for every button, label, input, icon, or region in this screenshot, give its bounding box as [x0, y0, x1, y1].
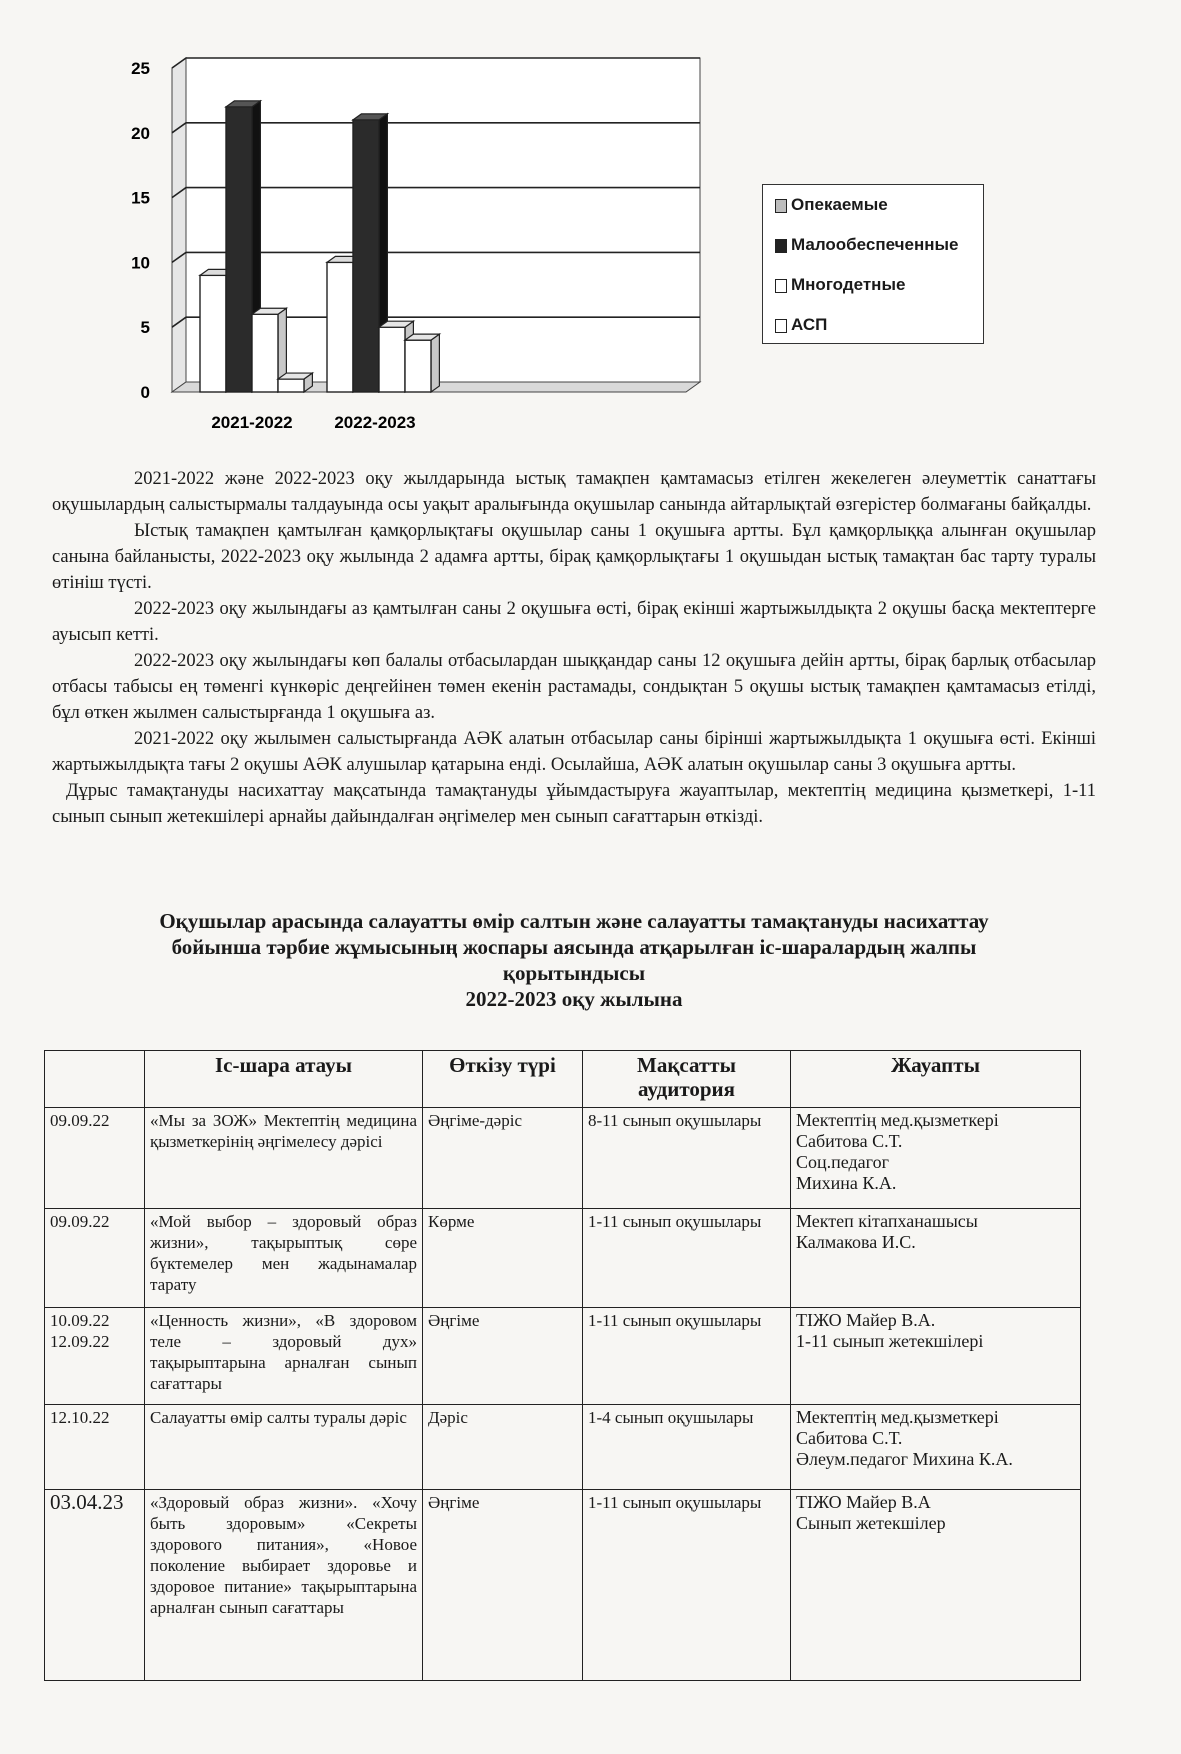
legend-label: Многодетные — [791, 275, 906, 294]
legend-item-opekaemye — [775, 195, 983, 235]
col-header-date — [45, 1051, 145, 1108]
legend-label: Малообеспеченные — [791, 235, 959, 254]
cell-form: Әңгіме — [423, 1490, 583, 1681]
cell-audience: 1-11 сынып оқушылары — [583, 1490, 791, 1681]
cell-responsible: Мектептің мед.қызметкері Сабитова С.Т. Әлеум.педагог Михина К.А. — [791, 1405, 1081, 1490]
plan-title-year: 2022-2023 оқу жылына — [465, 987, 683, 1011]
legend-swatch — [775, 199, 787, 213]
cell-audience: 1-4 сынып оқушылары — [583, 1405, 791, 1490]
col-header-form: Өткізу түрі — [423, 1051, 583, 1108]
col-header-responsible: Жауапты — [791, 1051, 1081, 1108]
table-row — [45, 1108, 1081, 1209]
y-tick-label: 10 — [131, 253, 150, 273]
plan-title — [52, 908, 1096, 1012]
cell-date: 09.09.22 — [45, 1108, 145, 1209]
legend-item-asp — [775, 315, 983, 355]
paragraph-2: Ыстық тамақпен қамтылған қамқорлықтағы оқушылар саны 1 оқушыға артты. Бұл қамқорлыққа алынған оқушылар санына байланысты, 2022-2023 оқу жылында 2 адамға артты, бірақ қамқорлықтағы 1 оқушыдан ыстық тамақтан бас тарту туралы өтініш түсті. — [52, 521, 1096, 593]
y-tick-label: 0 — [140, 383, 150, 402]
chart-x-ticks — [211, 413, 415, 432]
table-row — [45, 1490, 1081, 1681]
table-row — [45, 1405, 1081, 1490]
plan-title-line: бойынша тәрбие жұмысының жоспары аясында атқарылған іс-шаралардың жалпы — [171, 935, 977, 959]
cell-responsible: Мектеп кітапханашысы Калмакова И.С. — [791, 1209, 1081, 1308]
paragraph-3: 2022-2023 оқу жылындағы аз қамтылған саны 2 оқушыға өсті, бірақ екінші жартыжылдықта 2 оқушы басқа мектептерге ауысып кетті. — [52, 599, 1096, 645]
legend-item-maloobespechennye — [775, 235, 983, 275]
cell-date: 09.09.22 — [45, 1209, 145, 1308]
col-header-event-name: Іс-шара атауы — [145, 1051, 423, 1108]
bar-2021-2022-3 — [252, 314, 278, 392]
bar-2022-2023-4-side — [431, 334, 439, 392]
paragraph-5: 2021-2022 оқу жылымен салыстырғанда АӘК алатын отбасылар саны бірінші жартыжылдықта 1 оқушыға өсті. Екінші жартыжылдықта тағы 2 оқушы АӘК алушылар қатарына енді. Осылайша, АӘК алатын оқушылар саны 3 оқушыға артты. — [52, 729, 1096, 775]
cell-responsible: ТІЖО Майер В.А Сынып жетекшілер — [791, 1490, 1081, 1681]
cell-date: 12.10.22 — [45, 1405, 145, 1490]
plan-title-line: Оқушылар арасында салауатты өмір салтын және салауатты тамақтануды насихаттау — [159, 909, 989, 933]
bar-2022-2023-4 — [405, 340, 431, 392]
x-tick-label: 2021-2022 — [211, 413, 293, 432]
legend-swatch — [775, 279, 787, 293]
cell-audience: 1-11 сынып оқушылары — [583, 1209, 791, 1308]
bar-2022-2023-2 — [353, 120, 379, 392]
table-row — [45, 1209, 1081, 1308]
paragraph-6: Дұрыс тамақтануды насихаттау мақсатында тамақтануды ұйымдастыруға жауаптылар, мектептің медицина қызметкері, 1-11 сынып сынып жетекшілері арнайы дайындалған әңгімелер мен сынып сағаттарын өткізді. — [52, 781, 1096, 827]
cell-date: 03.04.23 — [45, 1490, 145, 1681]
cell-responsible: ТІЖО Майер В.А. 1-11 сынып жетекшілері — [791, 1308, 1081, 1405]
bar-2021-2022-4 — [278, 379, 304, 392]
legend-label: Опекаемые — [791, 195, 888, 214]
chart-side-wall — [172, 58, 186, 392]
legend-item-mnogodetnye — [775, 275, 983, 315]
cell-event-name: «Мы за ЗОЖ» Мектептің медицина қызметкерінің әңгімелесу дәрісі — [145, 1108, 423, 1209]
x-tick-label: 2022-2023 — [334, 413, 416, 432]
y-tick-label: 20 — [131, 123, 150, 143]
legend-label: АСП — [791, 315, 828, 334]
bar-2021-2022-2 — [226, 107, 252, 392]
cell-event-name: Салауатты өмір салты туралы дәріс — [145, 1405, 423, 1490]
cell-event-name: «Здоровый образ жизни». «Хочу быть здоровым» «Секреты здорового питания», «Новое поколение выбирает здоровье и здоровое питание» тақырыптарына арналған сынып сағаттары — [145, 1490, 423, 1681]
bar-2021-2022-1 — [200, 275, 226, 392]
bar-chart — [0, 0, 1181, 460]
paragraph-1: 2021-2022 және 2022-2023 оқу жылдарында ыстық тамақпен қамтамасыз етілген жекелеген әлеуметтік санаттағы оқушылардың салыстырмалы талдауында осы уақыт аралығында оқушылар санында айтарлықтай өзгерістер болмағаны байқалды. — [52, 469, 1096, 515]
cell-audience: 1-11 сынып оқушылары — [583, 1308, 791, 1405]
cell-form: Көрме — [423, 1209, 583, 1308]
cell-event-name: «Ценность жизни», «В здоровом теле – здоровый дух» тақырыптарына арналған сынып сағаттары — [145, 1308, 423, 1405]
chart-y-ticks — [131, 59, 150, 402]
table-row — [45, 1308, 1081, 1405]
y-tick-label: 15 — [131, 188, 150, 208]
y-tick-label: 5 — [140, 318, 150, 338]
cell-audience: 8-11 сынып оқушылары — [583, 1108, 791, 1209]
legend-swatch — [775, 319, 787, 333]
cell-form: Дәріс — [423, 1405, 583, 1490]
plan-title-line: қорытындысы — [502, 961, 646, 985]
cell-date: 10.09.22 12.09.22 — [45, 1308, 145, 1405]
y-tick-label: 25 — [131, 59, 150, 78]
legend-swatch — [775, 239, 787, 253]
bar-2022-2023-3 — [379, 327, 405, 392]
cell-form: Әңгіме — [423, 1308, 583, 1405]
analysis-text — [52, 466, 1096, 830]
cell-event-name: «Мой выбор – здоровый образ жизни», тақырыптық сөре бүктемелер мен жадынамалар тарату — [145, 1209, 423, 1308]
events-table — [44, 1050, 1081, 1681]
cell-responsible: Мектептің мед.қызметкері Сабитова С.Т. Соц.педагог Михина К.А. — [791, 1108, 1081, 1209]
table-header-row — [45, 1051, 1081, 1108]
col-header-audience: Мақсатты аудитория — [583, 1051, 791, 1108]
chart-legend — [762, 184, 984, 344]
paragraph-4: 2022-2023 оқу жылындағы көп балалы отбасылардан шыққандар саны 12 оқушыға дейін артты, бірақ барлық отбасылар отбасы табысы ең төменгі күнкөріс деңгейінен төмен екенін растамады, сондықтан 5 оқушы ыстық тамақпен қамтамасыз етілді, бұл өткен жылмен салыстырғанда 1 оқушыға аз. — [52, 651, 1096, 723]
bar-2022-2023-1 — [327, 262, 353, 392]
cell-form: Әңгіме-дәріс — [423, 1108, 583, 1209]
